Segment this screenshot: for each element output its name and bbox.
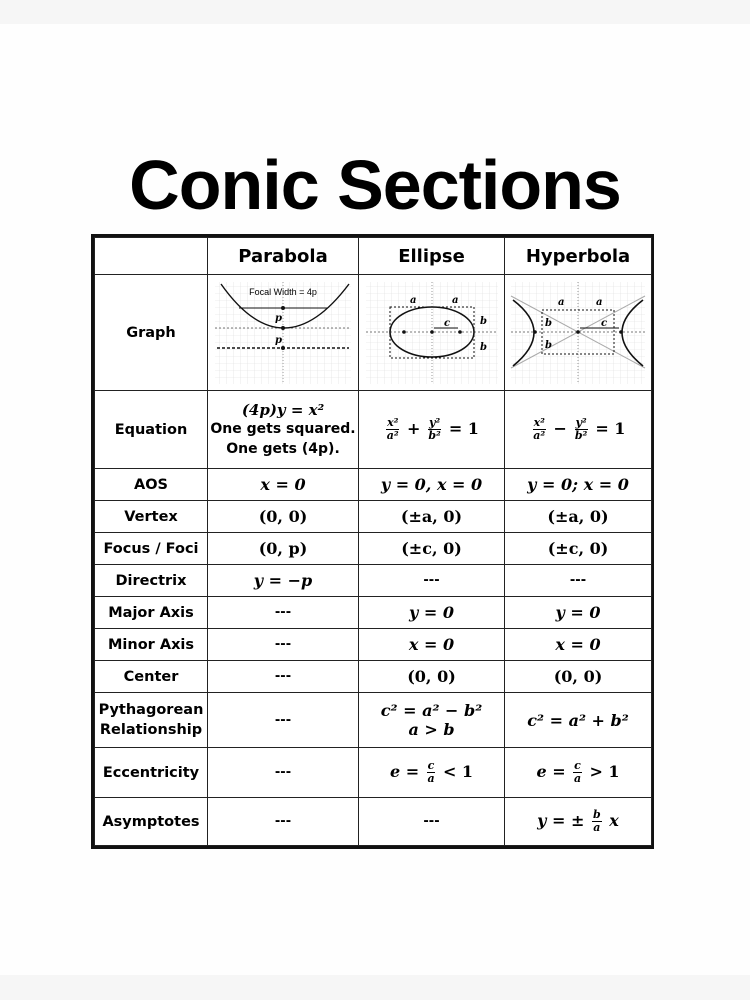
header-ellipse: Ellipse — [359, 238, 505, 275]
table-row — [95, 533, 652, 565]
hyperbola-graph — [509, 280, 647, 386]
b2-den: b² — [428, 429, 441, 442]
graph-row — [95, 275, 652, 391]
hyperbola-major-axis: y = 0 — [505, 597, 652, 629]
ellipse-asymptotes: --- — [359, 798, 505, 846]
a-label-right: a — [596, 296, 603, 308]
hyperbola-vertex: (±a, 0) — [505, 501, 652, 533]
parabola-graph-cell — [208, 275, 359, 391]
a2-den: a² — [386, 429, 399, 442]
ellipse-minor-axis: x = 0 — [359, 629, 505, 661]
parabola-eccentricity: --- — [208, 748, 359, 798]
ellipse-equation — [359, 391, 505, 469]
label-line-1: Pythagorean — [98, 702, 204, 718]
ellipse-center: (0, 0) — [359, 661, 505, 693]
hyperbola-equation — [505, 391, 652, 469]
row-label-aos: AOS — [95, 469, 208, 501]
hyperbola-asymptotes — [505, 798, 652, 846]
table-row — [95, 469, 652, 501]
row-label-vertex: Vertex — [95, 501, 208, 533]
c-label: c — [443, 317, 450, 329]
ellipse-vertex: (±a, 0) — [359, 501, 505, 533]
x2-num: x² — [533, 416, 545, 429]
b-label-top: b — [545, 317, 552, 329]
parabola-vertex: (0, 0) — [208, 501, 359, 533]
row-label-eccentricity: Eccentricity — [95, 748, 208, 798]
c-num: c — [427, 759, 435, 772]
b2-den: b² — [574, 429, 588, 442]
parabola-directrix: y = −p — [208, 565, 359, 597]
greater-than-one: > 1 — [589, 762, 620, 781]
b-num: b — [593, 808, 601, 821]
minus-op: − — [553, 419, 567, 438]
b-label-bottom: b — [479, 341, 487, 353]
equals-one: = 1 — [595, 419, 626, 438]
hyperbola-foci: (±c, 0) — [505, 533, 652, 565]
parabola-formula: (4p)y = x² — [241, 400, 325, 419]
x-var: x — [609, 811, 619, 830]
table-row — [95, 565, 652, 597]
hyperbola-center: (0, 0) — [505, 661, 652, 693]
ellipse-pyth-condition: a > b — [408, 720, 455, 739]
table-row — [95, 597, 652, 629]
table-row — [95, 661, 652, 693]
a-label-left: a — [558, 296, 565, 308]
parabola-minor-axis: --- — [208, 629, 359, 661]
row-label-pythagorean — [95, 693, 208, 748]
a-label-right: a — [451, 294, 458, 306]
ellipse-pythagorean — [359, 693, 505, 748]
parabola-asymptotes: --- — [208, 798, 359, 846]
parabola-center: --- — [208, 661, 359, 693]
table-row — [95, 501, 652, 533]
ellipse-eccentricity — [359, 748, 505, 798]
row-label-minor-axis: Minor Axis — [95, 629, 208, 661]
parabola-graph — [213, 280, 353, 386]
y2-num: y² — [575, 416, 587, 429]
plus-op: + — [407, 419, 421, 438]
header-parabola: Parabola — [208, 238, 359, 275]
e-equals: e = — [536, 762, 566, 781]
hyperbola-aos: y = 0; x = 0 — [505, 469, 652, 501]
header-blank — [95, 238, 208, 275]
ellipse-pyth-formula: c² = a² − b² — [380, 701, 483, 720]
hyperbola-pythagorean: c² = a² + b² — [505, 693, 652, 748]
row-label-focus: Focus / Foci — [95, 533, 208, 565]
ellipse-aos: y = 0, x = 0 — [359, 469, 505, 501]
parabola-focus: (0, p) — [208, 533, 359, 565]
ellipse-directrix: --- — [359, 565, 505, 597]
row-label-graph: Graph — [95, 275, 208, 391]
page-title: Conic Sections — [129, 146, 621, 224]
pythagorean-row — [95, 693, 652, 748]
parabola-pythagorean: --- — [208, 693, 359, 748]
c-num: c — [574, 759, 581, 772]
equals-one: = 1 — [448, 419, 479, 438]
top-band — [0, 0, 750, 24]
parabola-note-1: One gets squared. — [210, 420, 356, 437]
label-line-2: Relationship — [99, 722, 203, 738]
eccentricity-row — [95, 748, 652, 798]
bottom-band — [0, 975, 750, 1000]
row-label-center: Center — [95, 661, 208, 693]
ellipse-graph — [364, 280, 500, 386]
header-row — [95, 238, 652, 275]
equation-row — [95, 391, 652, 469]
x2-num: x² — [387, 416, 399, 429]
e-equals: e = — [389, 762, 420, 781]
a-label-left: a — [409, 294, 416, 306]
hyperbola-eccentricity — [505, 748, 652, 798]
less-than-one: < 1 — [442, 762, 474, 781]
parabola-major-axis: --- — [208, 597, 359, 629]
a-den: a — [593, 821, 601, 834]
y-equals-pm: y = ± — [537, 811, 585, 830]
row-label-equation: Equation — [95, 391, 208, 469]
ellipse-foci: (±c, 0) — [359, 533, 505, 565]
a2-den: a² — [533, 429, 546, 442]
hyperbola-graph-cell — [505, 275, 652, 391]
parabola-note-2: One gets (4p). — [226, 440, 340, 457]
parabola-equation — [208, 391, 359, 469]
focal-width-label: Focal Width = 4p — [249, 286, 317, 297]
b-label-top: b — [479, 315, 487, 327]
b-label-bottom: b — [545, 339, 552, 351]
hyperbola-minor-axis: x = 0 — [505, 629, 652, 661]
c-label: c — [601, 317, 608, 329]
row-label-directrix: Directrix — [95, 565, 208, 597]
hyperbola-directrix: --- — [505, 565, 652, 597]
ellipse-graph-cell — [359, 275, 505, 391]
row-label-asymptotes: Asymptotes — [95, 798, 208, 846]
asymptotes-row — [95, 798, 652, 846]
row-label-major-axis: Major Axis — [95, 597, 208, 629]
table-row — [95, 629, 652, 661]
p-label-bottom: p — [275, 334, 282, 346]
header-hyperbola: Hyperbola — [505, 238, 652, 275]
a-den: a — [573, 772, 582, 785]
parabola-aos: x = 0 — [208, 469, 359, 501]
p-label-top: p — [275, 312, 282, 324]
a-den: a — [427, 772, 435, 785]
conic-sections-table — [91, 234, 654, 849]
ellipse-major-axis: y = 0 — [359, 597, 505, 629]
y2-num: y² — [429, 416, 441, 429]
